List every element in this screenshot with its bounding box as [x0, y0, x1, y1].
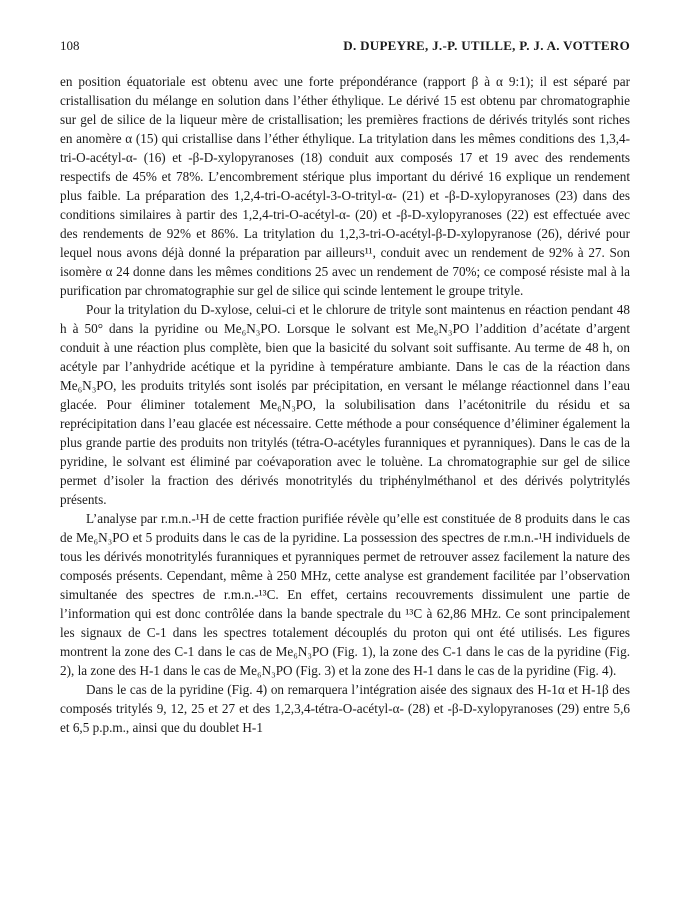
page-number: 108 [60, 38, 80, 53]
paragraph-2: Pour la tritylation du D-xylose, celui-ci et le chlorure de trityle sont maintenus en réaction pendant 48 h à 50° dans la pyridine ou Me₆N₃PO. Lorsque le solvant est Me₆N₃PO l’addition d’acétate d’argent conduit à une réaction plus complète, bien que la basicité du solvant soit suffisante. Au terme de 48 h, on acétyle par l’anhydride acétique et la pyridine à température ambiante. Dans le cas de la réaction dans Me₆N₃PO, les produits tritylés sont isolés par précipitation, en versant le mélange réactionnel dans l’eau glacée. Pour éliminer totalement Me₆N₃PO, la solubilisation dans l’acétonitrile du résidu et sa reprécipitation dans l’eau glacée est nécessaire. Cette méthode a pour conséquence d’éliminer également la plus grande partie des produits non tritylés (tétra-O-acétyles furanniques et pyranniques). Dans le cas de la pyridine, le solvant est éliminé par coévaporation avec le toluène. La chromatographie sur gel de silice permet d’isoler la fraction des dérivés monotritylés du triphénylméthanol et des dérivés polytritylés présents. [60, 302, 630, 507]
paragraph-1: en position équatoriale est obtenu avec une forte prépondérance (rapport β à α 9:1); il est séparé par cristallisation du mélange en solution dans l’éther éthylique. Le dérivé 15 est obtenu par chromatographie sur gel de silice de la liqueur mère de cristallisation; les premières fractions de dérivés tritylés sont riches en anomère α (15) qui cristallise dans l’éther éthylique. La tritylation dans les mêmes conditions des 1,3,4-tri-O-acétyl-α- (16) et -β-D-xylopyranoses (18) conduit aux composés 17 et 19 avec des rendements respectifs de 45% et 78%. L’encombrement stérique plus important du dérivé 16 explique un rendement plus faible. La préparation des 1,2,4-tri-O-acétyl-3-O-trityl-α- (21) et -β-D-xylopyranoses (23) dans des conditions similaires à partir des 1,2,4-tri-O-acétyl-α- (20) et -β-D-xylopyranoses (22) est effectuée avec des rendements de 92% et 86%. La tritylation du 1,2,3-tri-O-acétyl-β-D-xylopyranose (26), dérivé pour lequel nous avons déjà donné la préparation par ailleurs¹¹, conduit avec un rendement de 92% à 27. Son isomère α 24 donne dans les mêmes conditions 25 avec un rendement de 70%; ce composé résiste mal à la purification par chromatographie sur gel de silice qui scinde lentement le groupe trityle. [60, 74, 630, 298]
article-body [60, 72, 630, 737]
page-header [60, 38, 630, 56]
running-head: D. DUPEYRE, J.-P. UTILLE, P. J. A. VOTTERO [343, 38, 630, 53]
paragraph-3: L’analyse par r.m.n.-¹H de cette fraction purifiée révèle qu’elle est constituée de 8 produits dans le cas de Me₆N₃PO et 5 produits dans le cas de la pyridine. La possession des spectres de r.m.n.-¹H individuels de tous les dérivés monotritylés furanniques et pyranniques permet de retrouver assez facilement la nature des composés présents. Cependant, même à 250 MHz, cette analyse est grandement facilitée par l’observation simultanée des spectres de r.m.n.-¹³C. En effet, certains recouvrements dissimulent une partie de l’information qui est donc contrôlée dans la bande spectrale du ¹³C à 62,86 MHz. Ce sont principalement les signaux de C-1 dans les spectres totalement découplés du proton qui ont été utilisés. Les figures montrent la zone des C-1 dans le cas de Me₆N₃PO (Fig. 1), la zone des C-1 dans le cas de la pyridine (Fig. 2), la zone des H-1 dans le cas de Me₆N₃PO (Fig. 3) et la zone des H-1 dans le cas de la pyridine (Fig. 4). [60, 511, 630, 678]
paragraph-4: Dans le cas de la pyridine (Fig. 4) on remarquera l’intégration aisée des signaux des H-1α et H-1β des composés tritylés 9, 12, 25 et 27 et des 1,2,3,4-tétra-O-acétyl-α- (28) et -β-D-xylopyranoses (29) entre 5,6 et 6,5 p.p.m., ainsi que du doublet H-1 [60, 682, 630, 735]
